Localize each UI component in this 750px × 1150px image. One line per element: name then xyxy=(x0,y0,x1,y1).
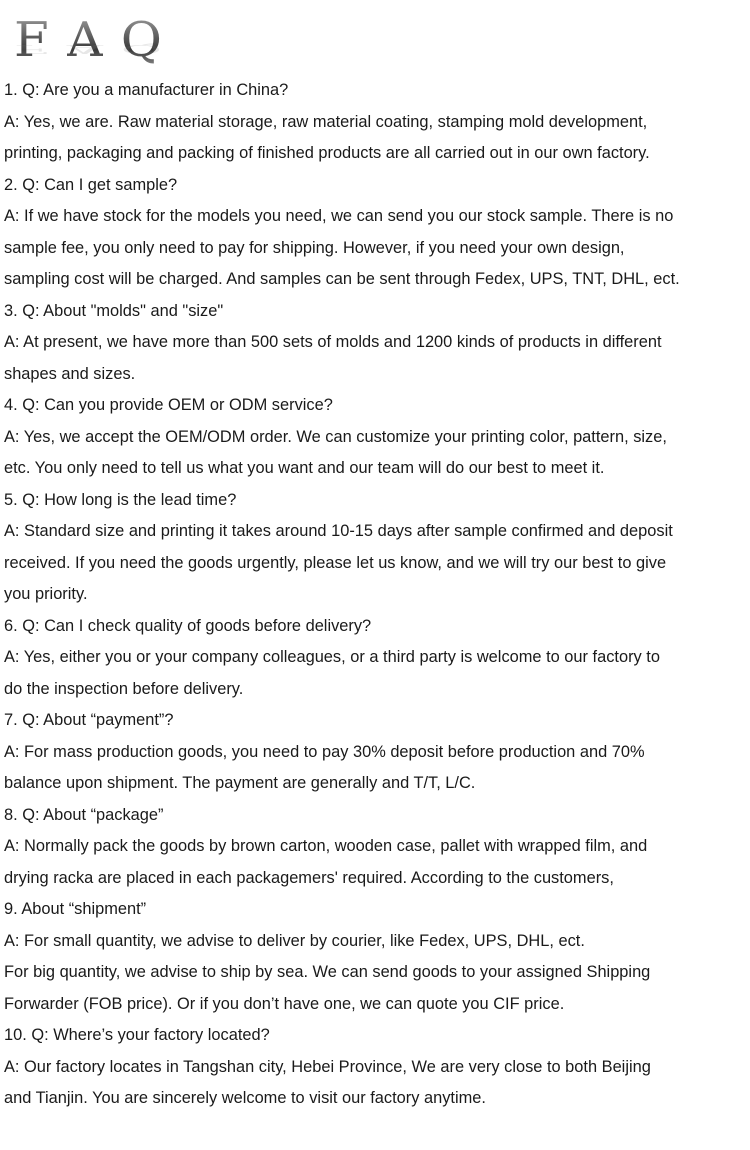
faq-line: A: If we have stock for the models you need, we can send you our stock sample. There is no xyxy=(4,207,674,225)
faq-line: A: For small quantity, we advise to deliver by courier, like Fedex, UPS, DHL, ect. xyxy=(4,931,585,950)
faq-line: do the inspection before delivery. xyxy=(4,679,244,698)
faq-body xyxy=(4,75,748,1115)
faq-heading xyxy=(14,14,162,74)
faq-line: balance upon shipment. The payment are generally and T/T, L/C. xyxy=(4,774,476,792)
faq-line: For big quantity, we advise to ship by sea. We can send goods to your assigned Shipping xyxy=(4,963,651,981)
faq-line: A: Normally pack the goods by brown carton, wooden case, pallet with wrapped film, and xyxy=(4,837,648,855)
faq-line: you priority. xyxy=(4,585,88,603)
faq-line: A: For mass production goods, you need to pay 30% deposit before production and 70% xyxy=(4,742,645,761)
faq-line: 3. Q: About "molds" and "size" xyxy=(4,301,224,320)
faq-heading-letter-q: Q Q xyxy=(121,15,162,64)
faq-line: A: Yes, either you or your company colleagues, or a third party is welcome to our factory to xyxy=(4,648,660,666)
faq-line: A: Our factory locates in Tangshan city, Hebei Province, We are very close to both Beijing xyxy=(4,1057,651,1076)
faq-line: received. If you need the goods urgently, please let us know, and we will try our best to give xyxy=(4,553,667,572)
faq-heading-letter-a: A A xyxy=(67,15,103,64)
faq-line: 10. Q: Where’s your factory located? xyxy=(4,1026,270,1044)
faq-heading-letter-f: F F xyxy=(14,15,49,64)
faq-line: and Tianjin. You are sincerely welcome to visit our factory anytime. xyxy=(4,1089,486,1107)
faq-line: A: Standard size and printing it takes around 10-15 days after sample confirmed and deposit xyxy=(4,522,673,540)
faq-line: 4. Q: Can you provide OEM or ODM service? xyxy=(4,396,333,414)
faq-line: drying racka are placed in each packagemers' required. According to the customers, xyxy=(4,868,614,887)
faq-line: shapes and sizes. xyxy=(4,364,136,383)
faq-line: printing, packaging and packing of finished products are all carried out in our own factory. xyxy=(4,144,650,162)
faq-line: 5. Q: How long is the lead time? xyxy=(4,490,237,509)
faq-line: A: Yes, we are. Raw material storage, raw material coating, stamping mold development, xyxy=(4,112,648,131)
faq-line: sample fee, you only need to pay for shipping. However, if you need your own design, xyxy=(4,238,625,257)
faq-line: 1. Q: Are you a manufacturer in China? xyxy=(4,81,289,99)
faq-line: 8. Q: About “package” xyxy=(4,805,164,824)
faq-line: 6. Q: Can I check quality of goods before delivery? xyxy=(4,616,372,635)
faq-line: A: At present, we have more than 500 sets of molds and 1200 kinds of products in different xyxy=(4,333,662,351)
faq-line: sampling cost will be charged. And samples can be sent through Fedex, UPS, TNT, DHL, ect. xyxy=(4,270,680,288)
faq-line: 2. Q: Can I get sample? xyxy=(4,175,178,194)
faq-line: 7. Q: About “payment”? xyxy=(4,711,174,729)
faq-line: A: Yes, we accept the OEM/ODM order. We can customize your printing color, pattern, size, xyxy=(4,427,667,446)
faq-line: etc. You only need to tell us what you want and our team will do our best to meet it. xyxy=(4,459,605,477)
faq-line: 9. About “shipment” xyxy=(4,900,147,918)
faq-line: Forwarder (FOB price). Or if you don’t have one, we can quote you CIF price. xyxy=(4,994,565,1013)
